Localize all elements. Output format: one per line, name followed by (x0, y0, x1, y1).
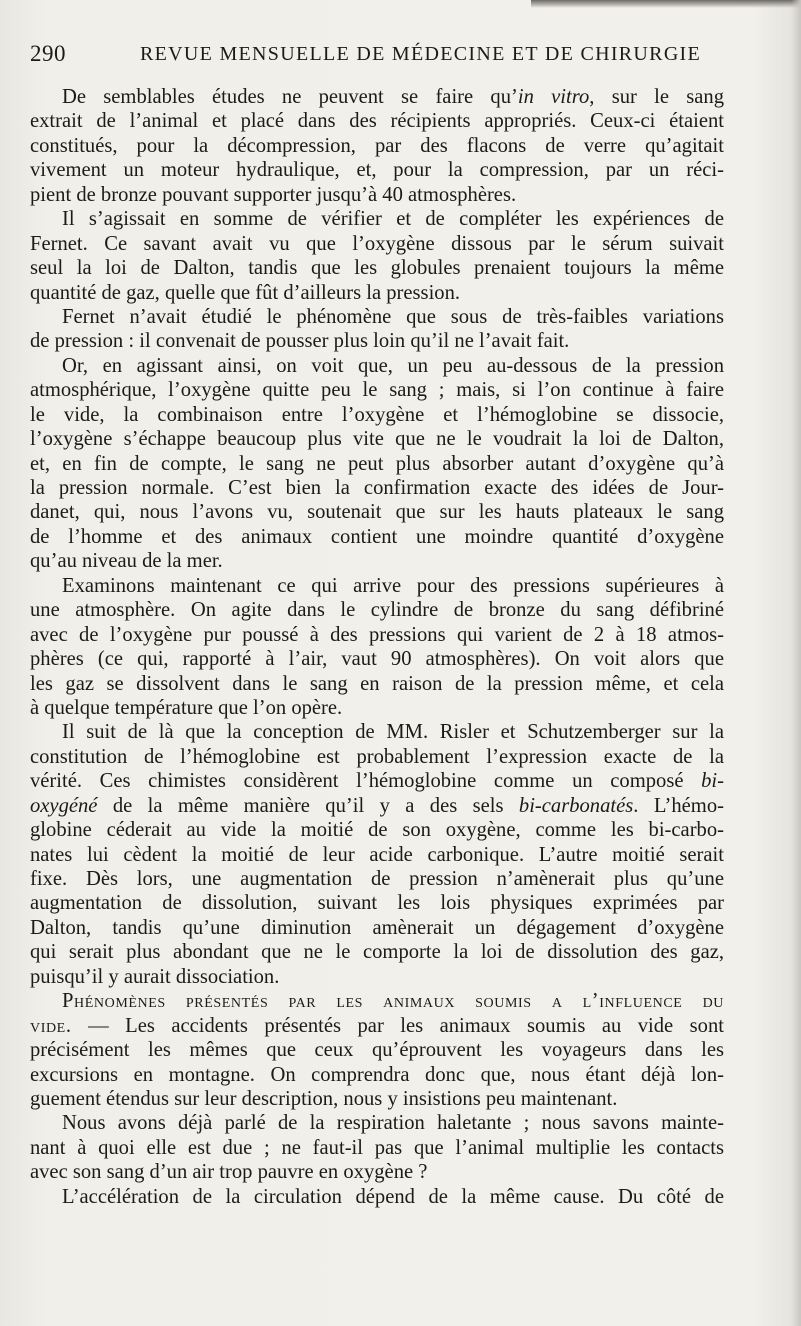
text-line: globine céderait au vide la moitié de son oxygène, comme les bi-carbo- (30, 819, 724, 842)
text-line: danet, qui, nous l’avons vu, soutenait que sur les hauts plateaux le sang (30, 501, 724, 524)
text-line: nant à quoi elle est due ; ne faut-il pas que l’animal multiplie les contacts (30, 1136, 724, 1159)
page-right-shadow (791, 0, 801, 1326)
text-line: L’accélération de la circulation dépend de la même cause. Du côté de (62, 1185, 724, 1208)
text-line: Examinons maintenant ce qui arrive pour des pressions supérieures à (62, 574, 724, 597)
text-line: excursions en montagne. On comprendra donc que, nous étant déjà lon- (30, 1063, 724, 1086)
text-line: Phénomènes présentés par les animaux soumis a l’influence du (62, 990, 724, 1013)
text-line: vérité. Ces chimistes considèrent l’hémoglobine comme un composé bi- (30, 770, 724, 793)
text-line: précisément les mêmes que ceux qu’éprouvent les voyageurs dans les (30, 1039, 724, 1062)
text-line: Il suit de là que la conception de MM. Risler et Schutzemberger sur la (62, 721, 724, 744)
text-line: de l’homme et des animaux contient une moindre quantité d’oxygène (30, 525, 724, 548)
text-line: vivement un moteur hydraulique, et, pour la compression, par un réci- (30, 159, 724, 182)
text-line: Il s’agissait en somme de vérifier et de compléter les expériences de (62, 208, 724, 231)
text-line: la pression normale. C’est bien la confirmation exacte des idées de Jour- (30, 477, 724, 499)
text-line: extrait de l’animal et placé dans des récipients appropriés. Ceux-ci étaient (30, 110, 724, 133)
text-line: une atmosphère. On agite dans le cylindre de bronze du sang défibriné (30, 599, 724, 622)
text-line: augmentation de dissolution, suivant les lois physiques exprimées par (30, 892, 724, 915)
text-line: quantité de gaz, quelle que fût d’ailleurs la pression. (30, 281, 461, 304)
text-line: de pression : il convenait de pousser plus loin qu’il ne l’avait fait. (30, 330, 570, 353)
text-line: atmosphérique, l’oxygène quitte peu le sang ; mais, si l’on continue à faire (30, 379, 724, 402)
text-line: fixe. Dès lors, une augmentation de pression n’amènerait plus qu’une (30, 868, 724, 890)
text-line: constitués, pour la décompression, par des flacons de verre qu’agitait (30, 134, 724, 157)
running-header (30, 41, 720, 71)
text-line: avec de l’oxygène pur poussé à des pressions qui varient de 2 à 18 atmos- (30, 623, 724, 646)
text-line: l’oxygène s’échappe beaucoup plus vite que ne le voudrait la loi de Dalton, (30, 428, 724, 451)
text-line: phères (ce qui, rapporté à l’air, vaut 90 atmosphères). On voit alors que (30, 648, 724, 671)
text-line: pient de bronze pouvant supporter jusqu’à 40 atmosphères. (30, 183, 517, 206)
body-text (30, 85, 724, 1209)
page-number: 290 (30, 41, 66, 66)
text-line: avec son sang d’un air trop pauvre en oxygène ? (30, 1161, 428, 1184)
text-line: oxygéné de la même manière qu’il y a des sels bi-carbonatés. L’hémo- (30, 794, 724, 817)
text-line: Dalton, tandis qu’une diminution amènerait un dégagement d’oxygène (30, 916, 724, 939)
text-line: vide. — Les accidents présentés par les animaux soumis au vide sont (30, 1014, 724, 1037)
text-line: Fernet. Ce savant avait vu que l’oxygène dissous par le sérum suivait (30, 232, 724, 255)
text-line: Or, en agissant ainsi, on voit que, un peu au-dessous de la pression (62, 354, 724, 377)
running-title: REVUE MENSUELLE DE MÉDECINE ET DE CHIRURGIE (140, 43, 702, 65)
text-line: et, en fin de compte, le sang ne peut plus absorber autant d’oxygène qu’à (30, 452, 724, 475)
text-line: qu’au niveau de la mer. (30, 550, 223, 573)
text-line: le vide, la combinaison entre l’oxygène et l’hémoglobine se dissocie, (30, 403, 724, 426)
text-line: nates lui cèdent la moitié de leur acide carbonique. L’autre moitié serait (30, 843, 724, 866)
text-line: Nous avons déjà parlé de la respiration haletante ; nous savons mainte- (62, 1112, 724, 1135)
text-line: constitution de l’hémoglobine est probablement l’expression exacte de la (30, 745, 724, 768)
page-top-shadow (531, 0, 801, 8)
text-line: qui serait plus abondant que ne le comporte la loi de dissolution des gaz, (30, 941, 724, 964)
text-line: Fernet n’avait étudié le phénomène que sous de très-faibles variations (62, 305, 724, 328)
text-line: à quelque température que l’on opère. (30, 696, 343, 719)
text-line: puisqu’il y aurait dissociation. (30, 965, 280, 988)
text-line: seul la loi de Dalton, tandis que les globules prenaient toujours la même (30, 257, 724, 280)
text-line: les gaz se dissolvent dans le sang en raison de la pression même, et cela (30, 672, 724, 695)
text-line: guement étendus sur leur description, nous y insistions peu maintenant. (30, 1087, 618, 1110)
text-line: De semblables études ne peuvent se faire qu’in vitro, sur le sang (62, 86, 724, 108)
